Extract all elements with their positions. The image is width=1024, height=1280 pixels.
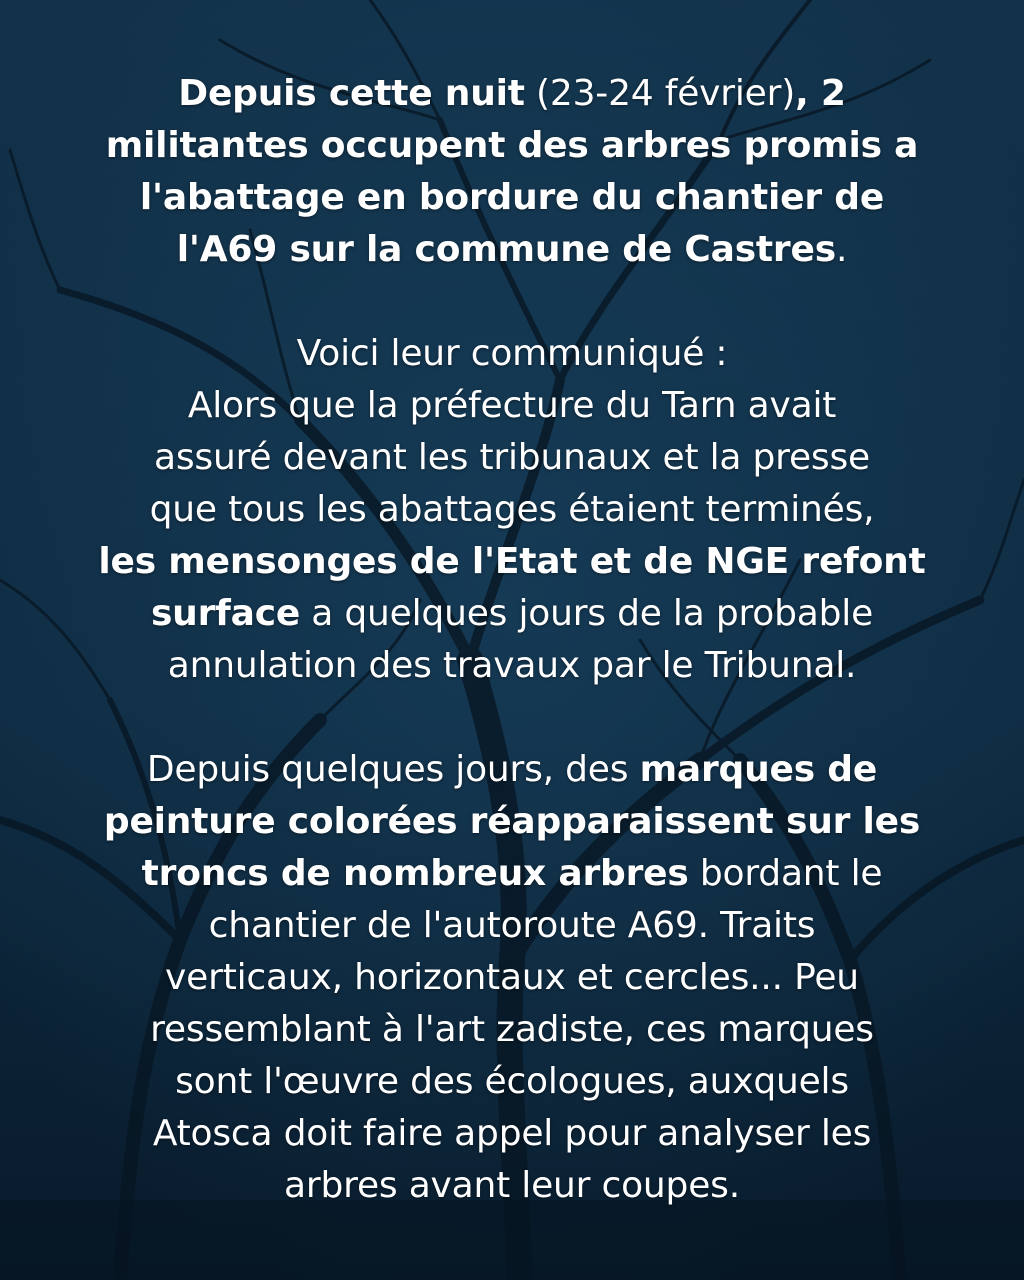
marks-line-6: ressemblant à l'art zadiste, ces marques [150, 1009, 874, 1050]
marks-line-1 [20, 744, 1004, 796]
marks-line-9: arbres avant leur coupes. [284, 1165, 740, 1206]
marks-line-4: chantier de l'autoroute A69. Traits [208, 905, 816, 946]
marks-regular-bordering: bordant le [688, 853, 883, 894]
intro-period: . [835, 229, 848, 270]
marks-regular-intro: Depuis quelques jours, des [146, 749, 640, 790]
intro-paragraph [20, 68, 1004, 276]
marks-paragraph [20, 744, 1004, 1212]
marks-bold-marks: marques de [639, 749, 878, 790]
marks-line-7: sont l'œuvre des écologues, auxquels [175, 1061, 849, 1102]
intro-bold-count: , 2 [795, 73, 846, 114]
statement-line-2: Alors que la préfecture du Tarn avait [187, 385, 837, 426]
statement-line-5: les mensonges de l'Etat et de NGE refont [98, 541, 926, 582]
intro-line-3: l'abattage en bordure du chantier de [139, 177, 885, 218]
marks-bold-trunks: troncs de nombreux arbres [141, 853, 689, 894]
statement-line-1: Voici leur communiqué : [296, 333, 728, 374]
marks-line-3 [20, 848, 1004, 900]
intro-date: (23-24 février) [524, 73, 796, 114]
intro-line-4 [20, 224, 1004, 276]
statement-line-4: que tous les abattages étaient terminés, [149, 489, 875, 530]
intro-line-1 [20, 68, 1004, 120]
statement-bold-surface: surface [150, 593, 301, 634]
marks-line-5: verticaux, horizontaux et cercles... Peu [165, 957, 859, 998]
statement-paragraph [20, 328, 1004, 692]
marks-line-8: Atosca doit faire appel pour analyser les [152, 1113, 872, 1154]
statement-line-7: annulation des travaux par le Tribunal. [167, 645, 857, 686]
statement-line-6 [20, 588, 1004, 640]
marks-line-2: peinture colorées réapparaissent sur les [103, 801, 921, 842]
intro-bold-location: l'A69 sur la commune de Castres [176, 229, 836, 270]
intro-line-2: militantes occupent des arbres promis a [105, 125, 919, 166]
statement-line-3: assuré devant les tribunaux et la presse [154, 437, 870, 478]
intro-bold-since-tonight: Depuis cette nuit [178, 73, 525, 114]
statement-regular-days: a quelques jours de la probable [300, 593, 874, 634]
